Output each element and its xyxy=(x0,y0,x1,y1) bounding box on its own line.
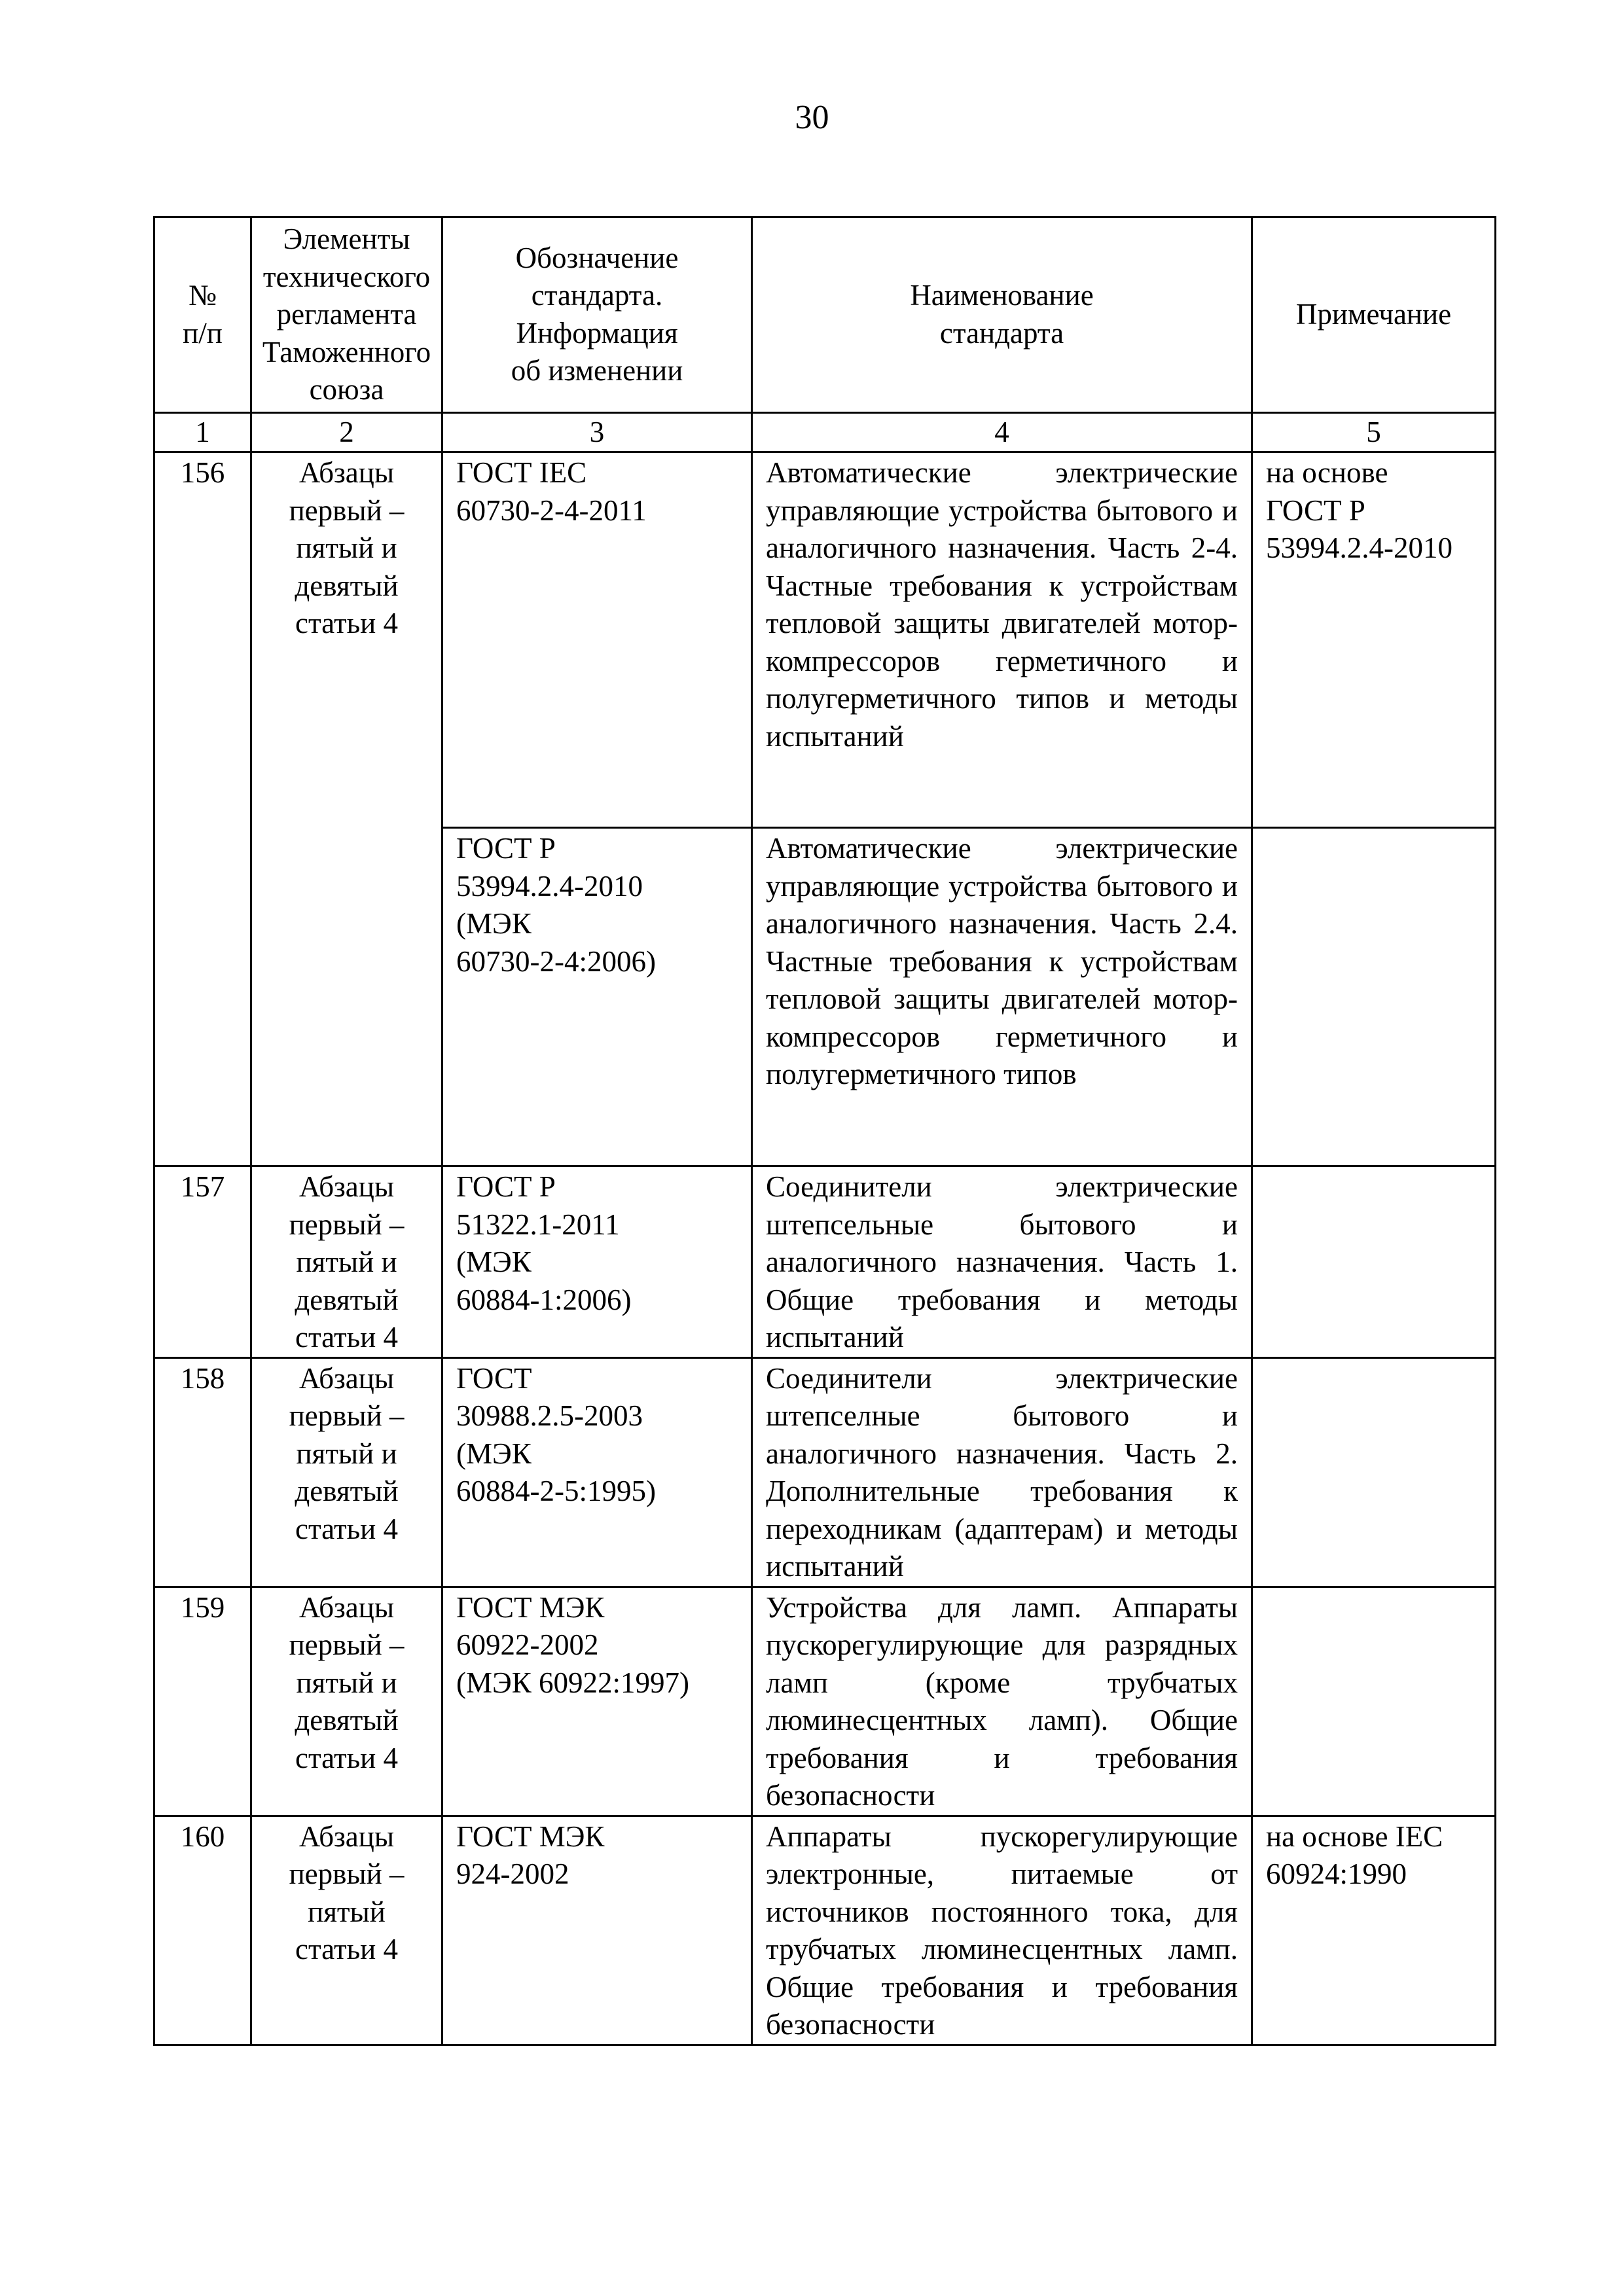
row-number: 159 xyxy=(154,1587,251,1816)
standards-table xyxy=(153,216,1496,2046)
row-number: 156 xyxy=(154,452,251,1166)
row-number: 157 xyxy=(154,1166,251,1358)
header-number: № п/п xyxy=(154,217,251,413)
regulation-element: Абзацы первый – пятый и девятый статьи 4 xyxy=(251,1166,442,1358)
column-number: 1 xyxy=(154,412,251,452)
table-row xyxy=(154,1166,1496,1358)
row-number: 160 xyxy=(154,1816,251,2045)
regulation-element: Абзацы первый – пятый и девятый статьи 4 xyxy=(251,452,442,1166)
standard-designation: ГОСТ МЭК 60922-2002 (МЭК 60922:1997) xyxy=(442,1587,752,1816)
header-note: Примечание xyxy=(1252,217,1496,413)
table-row xyxy=(154,452,1496,828)
header-row xyxy=(154,217,1496,413)
column-number-row xyxy=(154,412,1496,452)
standard-name: Соединители электрические штепсельные бытового и аналогичного назначения. Часть 1. Общие требования и методы испытаний xyxy=(752,1166,1252,1358)
standard-note: на основе IEC 60924:1990 xyxy=(1252,1816,1496,2045)
standard-note xyxy=(1252,1166,1496,1358)
table-row xyxy=(154,1357,1496,1587)
header-name: Наименование стандарта xyxy=(752,217,1252,413)
column-number: 3 xyxy=(442,412,752,452)
header-designation: Обозначение стандарта. Информация об изменении xyxy=(442,217,752,413)
standard-name: Автоматические электрические управляющие устройства бытового и аналогичного назначения. Часть 2-4. Частные требования к устройствам тепловой защиты двигателей мотор-компрессоров герметичного и полугерметичного типов и методы испытаний xyxy=(752,452,1252,828)
table-row xyxy=(154,1587,1496,1816)
standard-name: Автоматические электрические управляющие устройства бытового и аналогичного назначения. Часть 2.4. Частные требования к устройствам тепловой защиты двигателей мотор-компрессоров герметичного и полугерметичного типов xyxy=(752,828,1252,1166)
table-row xyxy=(154,1816,1496,2045)
standard-name: Аппараты пускорегулирующие электронные, питаемые от источников постоянного тока, для трубчатых люминесцентных ламп. Общие требования и требования безопасности xyxy=(752,1816,1252,2045)
column-number: 2 xyxy=(251,412,442,452)
standard-designation: ГОСТ 30988.2.5-2003 (МЭК 60884-2-5:1995) xyxy=(442,1357,752,1587)
standard-note xyxy=(1252,828,1496,1166)
standard-designation: ГОСТ МЭК 924-2002 xyxy=(442,1816,752,2045)
standard-designation: ГОСТ Р 53994.2.4-2010 (МЭК 60730-2-4:2006) xyxy=(442,828,752,1166)
header-element: Элементы технического регламента Таможенного союза xyxy=(251,217,442,413)
standard-designation: ГОСТ Р 51322.1-2011 (МЭК 60884-1:2006) xyxy=(442,1166,752,1358)
standard-name: Устройства для ламп. Аппараты пускорегулирующие для разрядных ламп (кроме трубчатых люминесцентных ламп). Общие требования и требования безопасности xyxy=(752,1587,1252,1816)
regulation-element: Абзацы первый – пятый и девятый статьи 4 xyxy=(251,1587,442,1816)
standard-note xyxy=(1252,1587,1496,1816)
row-number: 158 xyxy=(154,1357,251,1587)
regulation-element: Абзацы первый – пятый статьи 4 xyxy=(251,1816,442,2045)
column-number: 5 xyxy=(1252,412,1496,452)
page-number: 30 xyxy=(795,99,829,136)
column-number: 4 xyxy=(752,412,1252,452)
standard-note: на основе ГОСТ Р 53994.2.4-2010 xyxy=(1252,452,1496,828)
regulation-element: Абзацы первый – пятый и девятый статьи 4 xyxy=(251,1357,442,1587)
standard-name: Соединители электрические штепселные бытового и аналогичного назначения. Часть 2. Дополнительные требования к переходникам (адаптерам) и методы испытаний xyxy=(752,1357,1252,1587)
standard-note xyxy=(1252,1357,1496,1587)
standard-designation: ГОСТ IEC 60730-2-4-2011 xyxy=(442,452,752,828)
